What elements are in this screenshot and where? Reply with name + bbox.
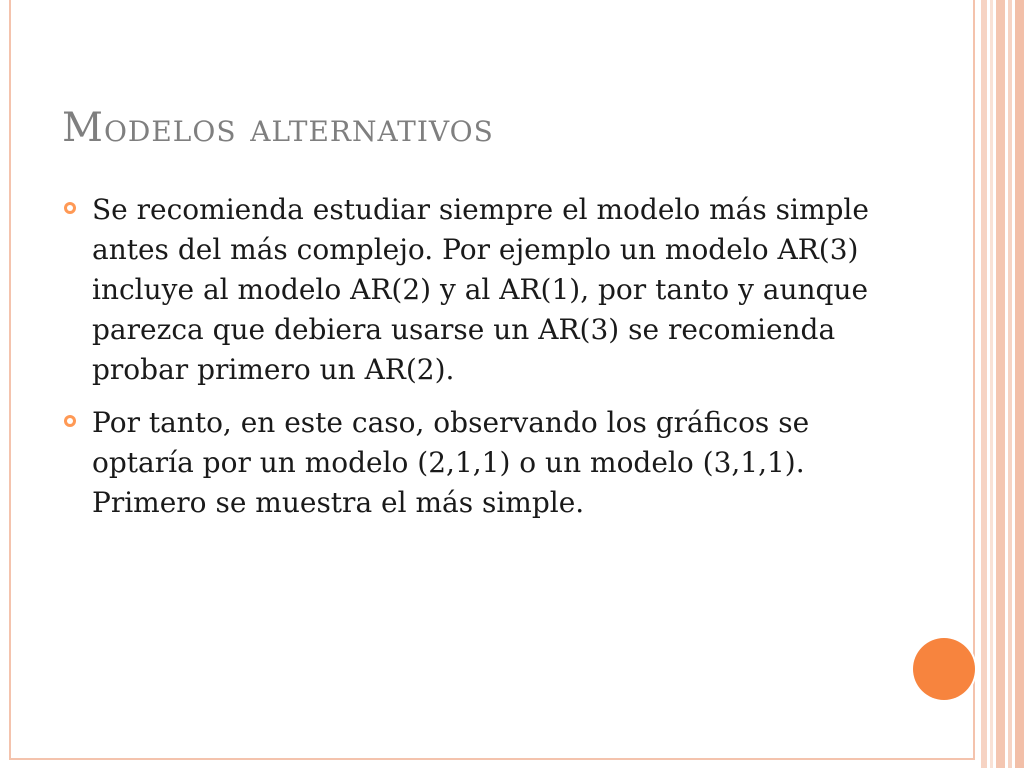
bullet-text: Se recomienda estudiar siempre el modelo más simple antes del más complejo. Por ejemplo un modelo AR(3) incluye al modelo AR(2) y al AR(1), por tanto y aunque parezca que debiera usarse un AR(3) se recomienda probar primero un AR(2). — [92, 193, 869, 386]
decorative-stripe — [1015, 0, 1024, 768]
slide-title: Modelos alternativos — [62, 105, 494, 151]
decorative-stripe — [996, 0, 1005, 768]
bullet-text: Por tanto, en este caso, observando los gráficos se optaría por un modelo (2,1,1) o un modelo (3,1,1). Primero se muestra el más simple. — [92, 406, 810, 519]
decorative-stripe — [981, 0, 987, 768]
decorative-stripe — [1008, 0, 1012, 768]
bullet-item — [62, 403, 892, 523]
decorative-orange-circle — [913, 638, 975, 700]
bullet-circle-icon — [64, 202, 76, 214]
decorative-stripe — [990, 0, 993, 768]
bullet-circle-icon — [64, 415, 76, 427]
bullet-item — [62, 190, 892, 390]
slide-body — [62, 190, 892, 536]
